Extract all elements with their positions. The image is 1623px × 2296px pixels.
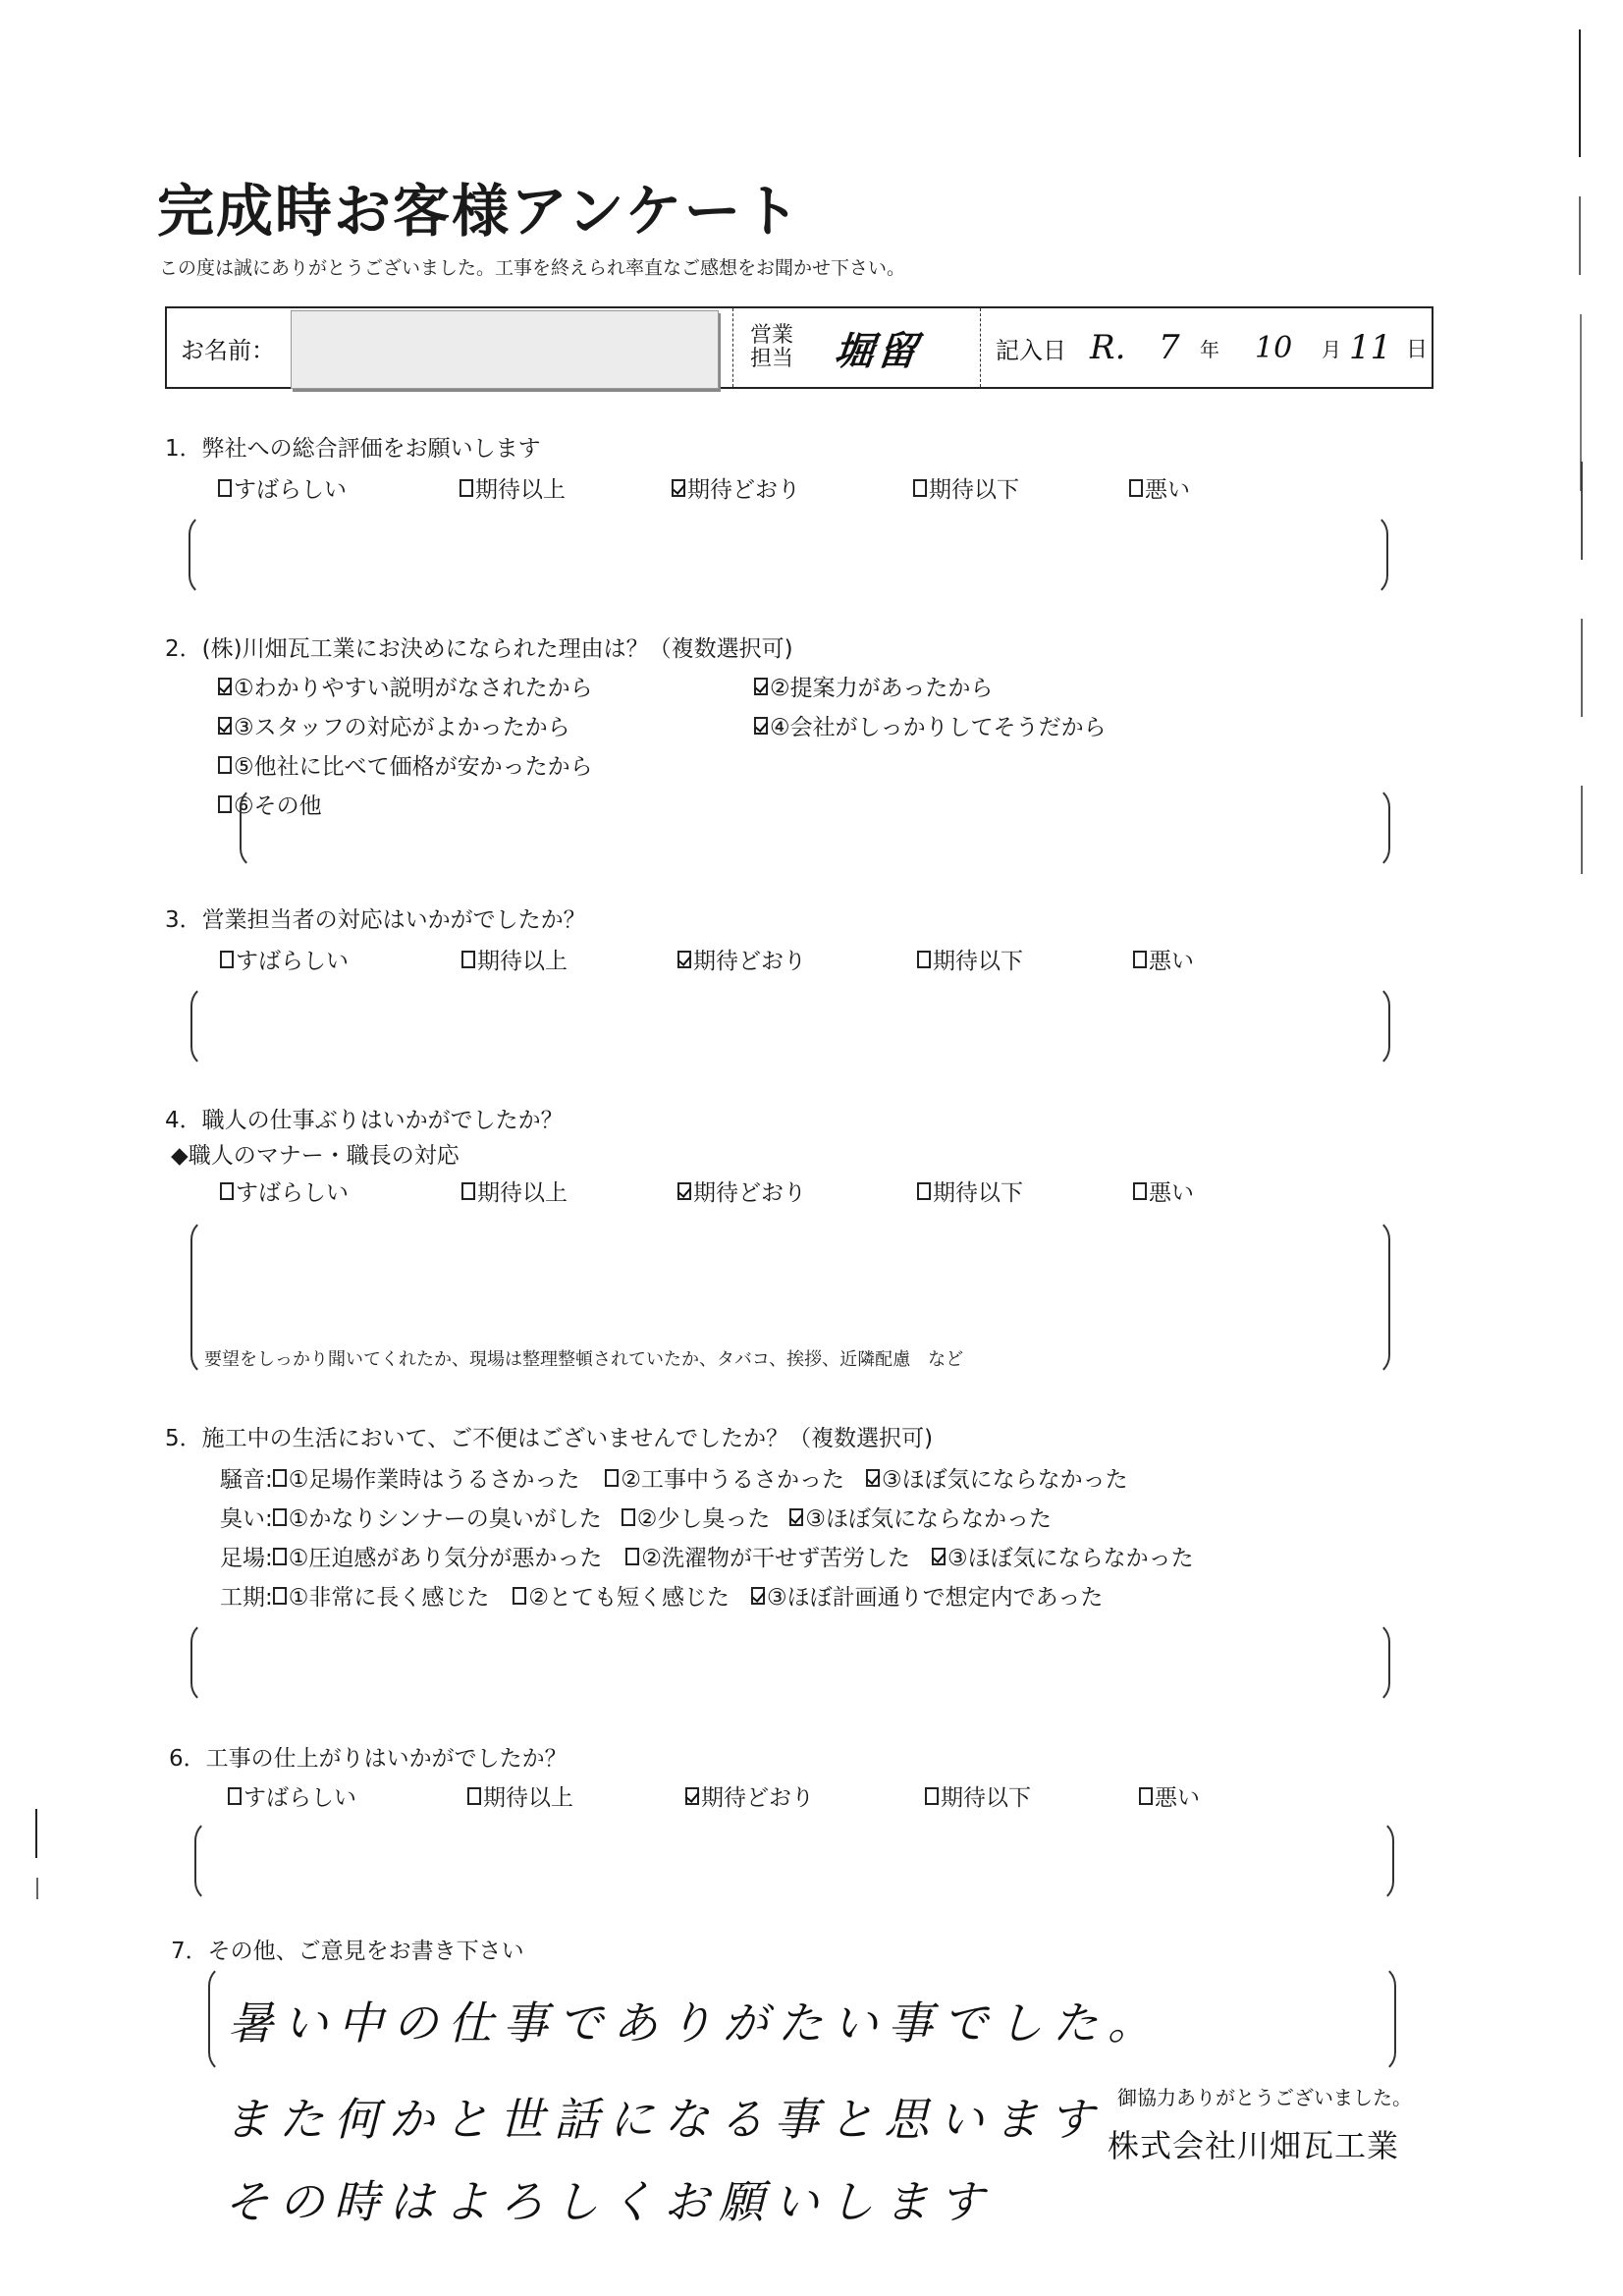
page-subtitle: この度は誠にありがとうございました。工事を終えられ率直なご感想をお聞かせ下さい。 bbox=[159, 257, 906, 279]
q6-comment-box[interactable] bbox=[194, 1819, 1394, 1903]
q1-comment-box[interactable] bbox=[189, 513, 1388, 597]
q5-row-schedule: 工期: ①非常に長く感じた ②とても短く感じた ③ほぼ計画通りで想定内であった bbox=[220, 1585, 1104, 1611]
checkbox-checked-icon[interactable] bbox=[932, 1548, 946, 1565]
q6-title: 6．工事の仕上がりはいかがでしたか？ bbox=[169, 1746, 568, 1772]
q3-comment-box[interactable] bbox=[190, 984, 1390, 1068]
q7-handwritten-line-1: 暑い中の仕事でありがたい事でした。 bbox=[228, 1996, 1163, 2050]
checkbox-checked-icon[interactable] bbox=[218, 717, 232, 735]
checkbox-icon[interactable] bbox=[461, 951, 475, 968]
checkbox-icon[interactable] bbox=[218, 479, 232, 497]
checkbox-icon[interactable] bbox=[925, 1787, 939, 1805]
date-day[interactable]: 11 bbox=[1349, 328, 1392, 367]
q2-option-5[interactable]: ⑤他社に比べて価格が安かったから bbox=[218, 748, 593, 781]
scan-edge-mark bbox=[1579, 196, 1581, 275]
q3-option-2[interactable]: 期待以上 bbox=[461, 943, 568, 975]
q4-option-3[interactable]: 期待どおり bbox=[677, 1175, 806, 1207]
checkbox-icon[interactable] bbox=[273, 1587, 287, 1605]
checkbox-icon[interactable] bbox=[273, 1508, 287, 1526]
checkbox-checked-icon[interactable] bbox=[754, 717, 768, 735]
q7-handwritten-line-3: その時はよろしくお願いします bbox=[224, 2175, 994, 2228]
q4-subtitle: ◆職人のマナー・職長の対応 bbox=[171, 1143, 460, 1169]
divider bbox=[980, 308, 981, 387]
divider bbox=[732, 308, 733, 387]
q3-option-4[interactable]: 期待以下 bbox=[917, 943, 1023, 975]
checkbox-checked-icon[interactable] bbox=[677, 1182, 691, 1200]
q3-option-1[interactable]: すばらしい bbox=[220, 943, 349, 975]
checkbox-icon[interactable] bbox=[273, 1548, 287, 1565]
date-month-unit: 月 bbox=[1322, 337, 1341, 361]
checkbox-icon[interactable] bbox=[917, 1182, 931, 1200]
q4-title: 4．職人の仕事ぶりはいかがでしたか？ bbox=[165, 1108, 564, 1133]
thanks-message: 御協力ありがとうございました。 bbox=[1117, 2086, 1412, 2109]
checkbox-icon[interactable] bbox=[1133, 951, 1147, 968]
scan-edge-mark bbox=[1581, 619, 1583, 717]
q1-option-2[interactable]: 期待以上 bbox=[460, 471, 566, 504]
q4-hint: 要望をしっかり聞いてくれたか、現場は整理整頓されていたか、タバコ、挨拶、近隣配慮 など bbox=[204, 1349, 964, 1370]
date-month[interactable]: 10 bbox=[1255, 330, 1293, 365]
name-label: お名前： bbox=[181, 336, 275, 364]
q6-option-4[interactable]: 期待以下 bbox=[925, 1779, 1031, 1812]
scan-edge-mark bbox=[36, 1878, 38, 1899]
scan-edge-mark bbox=[1579, 29, 1581, 157]
date-year[interactable]: 7 bbox=[1159, 328, 1180, 367]
q3-option-5[interactable]: 悪い bbox=[1133, 943, 1194, 975]
date-era[interactable]: R. bbox=[1090, 328, 1126, 367]
name-field-redacted[interactable] bbox=[291, 310, 719, 389]
q5-row-scaffold: 足場: ①圧迫感があり気分が悪かった ②洗濯物が干せず苦労した ③ほぼ気にならなかった bbox=[220, 1546, 1194, 1571]
checkbox-icon[interactable] bbox=[1129, 479, 1143, 497]
q2-option-4[interactable]: ④会社がしっかりしてそうだから bbox=[754, 709, 1107, 741]
q5-row-noise: 騒音: ①足場作業時はうるさかった ②工事中うるさかった ③ほぼ気にならなかった bbox=[220, 1467, 1128, 1493]
page-title: 完成時お客様アンケート bbox=[157, 178, 802, 245]
checkbox-icon[interactable] bbox=[1139, 1787, 1153, 1805]
q1-title: 1．弊社への総合評価をお願いします bbox=[165, 436, 541, 462]
sales-rep-name[interactable]: 堀留 bbox=[832, 327, 924, 374]
company-name: 株式会社川畑瓦工業 bbox=[1108, 2127, 1400, 2164]
q2-option-3[interactable]: ③スタッフの対応がよかったから bbox=[218, 709, 570, 741]
q2-title: 2．(株)川畑瓦工業にお決めになられた理由は？（複数選択可) bbox=[165, 636, 793, 662]
checkbox-icon[interactable] bbox=[218, 756, 232, 774]
scan-edge-mark bbox=[35, 1809, 37, 1858]
checkbox-icon[interactable] bbox=[218, 795, 232, 813]
checkbox-icon[interactable] bbox=[622, 1508, 635, 1526]
q7-handwritten-line-2: また何かと世話になる事と思います bbox=[224, 2093, 1104, 2146]
q6-option-3[interactable]: 期待どおり bbox=[685, 1779, 814, 1812]
q5-title: 5．施工中の生活において、ご不便はございませんでしたか？（複数選択可) bbox=[165, 1426, 934, 1451]
sales-label-line2: 担当 bbox=[750, 347, 794, 371]
checkbox-icon[interactable] bbox=[917, 951, 931, 968]
q3-option-3[interactable]: 期待どおり bbox=[677, 943, 806, 975]
checkbox-checked-icon[interactable] bbox=[677, 951, 691, 968]
checkbox-checked-icon[interactable] bbox=[866, 1469, 880, 1487]
checkbox-icon[interactable] bbox=[220, 1182, 234, 1200]
q4-option-2[interactable]: 期待以上 bbox=[461, 1175, 568, 1207]
checkbox-icon[interactable] bbox=[460, 479, 473, 497]
scan-edge-mark bbox=[1581, 786, 1583, 874]
checkbox-icon[interactable] bbox=[273, 1469, 287, 1487]
q7-title: 7．その他、ご意見をお書き下さい bbox=[171, 1939, 524, 1964]
checkbox-checked-icon[interactable] bbox=[672, 479, 685, 497]
checkbox-icon[interactable] bbox=[228, 1787, 242, 1805]
checkbox-icon[interactable] bbox=[461, 1182, 475, 1200]
date-label: 記入日 bbox=[996, 336, 1066, 364]
q2-option-1[interactable]: ①わかりやすい説明がなされたから bbox=[218, 670, 593, 702]
q1-option-3[interactable]: 期待どおり bbox=[672, 471, 800, 504]
q6-option-2[interactable]: 期待以上 bbox=[467, 1779, 573, 1812]
sales-rep-label bbox=[750, 308, 793, 387]
q4-option-4[interactable]: 期待以下 bbox=[917, 1175, 1023, 1207]
checkbox-checked-icon[interactable] bbox=[751, 1587, 765, 1605]
checkbox-checked-icon[interactable] bbox=[685, 1787, 699, 1805]
q2-option-6[interactable]: ⑥その他 bbox=[218, 788, 322, 820]
checkbox-icon[interactable] bbox=[220, 951, 234, 968]
checkbox-icon[interactable] bbox=[913, 479, 927, 497]
checkbox-icon[interactable] bbox=[625, 1548, 639, 1565]
q5-row-smell: 臭い: ①かなりシンナーの臭いがした ②少し臭った ③ほぼ気にならなかった bbox=[220, 1506, 1053, 1532]
header-info-box bbox=[165, 306, 1434, 389]
scan-edge-mark bbox=[1581, 462, 1583, 560]
q6-option-1[interactable]: すばらしい bbox=[228, 1779, 356, 1812]
q5-comment-box[interactable] bbox=[190, 1620, 1390, 1705]
checkbox-icon[interactable] bbox=[467, 1787, 481, 1805]
q4-option-1[interactable]: すばらしい bbox=[220, 1175, 349, 1207]
checkbox-icon[interactable] bbox=[513, 1587, 526, 1605]
q6-option-5[interactable]: 悪い bbox=[1139, 1779, 1200, 1812]
q1-option-1[interactable]: すばらしい bbox=[218, 471, 347, 504]
checkbox-checked-icon[interactable] bbox=[218, 678, 232, 695]
checkbox-icon[interactable] bbox=[1133, 1182, 1147, 1200]
q1-option-4[interactable]: 期待以下 bbox=[913, 471, 1019, 504]
q2-other-comment-box[interactable] bbox=[240, 786, 1390, 870]
sales-label-line1: 営業 bbox=[750, 323, 794, 348]
date-day-unit: 日 bbox=[1406, 337, 1429, 362]
q4-option-5[interactable]: 悪い bbox=[1133, 1175, 1194, 1207]
q1-option-5[interactable]: 悪い bbox=[1129, 471, 1190, 504]
checkbox-icon[interactable] bbox=[605, 1469, 619, 1487]
q2-option-2[interactable]: ②提案力があったから bbox=[754, 670, 993, 702]
checkbox-checked-icon[interactable] bbox=[754, 678, 768, 695]
date-year-unit: 年 bbox=[1200, 337, 1219, 361]
q3-title: 3．営業担当者の対応はいかがでしたか？ bbox=[165, 907, 586, 933]
checkbox-checked-icon[interactable] bbox=[789, 1508, 803, 1526]
